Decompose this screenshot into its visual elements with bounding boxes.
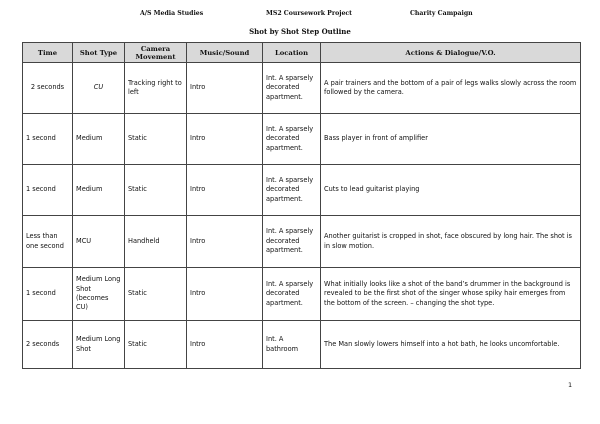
- page-number: 1: [568, 381, 573, 389]
- cell-time: 1 second: [23, 114, 73, 165]
- table-row: [23, 268, 581, 321]
- cell-shot-type: Medium: [73, 165, 125, 216]
- cell-actions: The Man slowly lowers himself into a hot bath, he looks uncomfortable.: [321, 321, 581, 369]
- column-header-location: Location: [263, 43, 321, 63]
- cell-location: Int. A sparsely decorated apartment.: [263, 165, 321, 216]
- document-title: Shot by Shot Step Outline: [249, 27, 351, 36]
- cell-actions: Another guitarist is cropped in shot, face obscured by long hair. The shot is in slow motion.: [321, 216, 581, 268]
- header-campaign: Charity Campaign: [410, 10, 473, 17]
- column-header-actions: Actions & Dialogue/V.O.: [321, 43, 581, 63]
- table-row: [23, 321, 581, 369]
- table-row: [23, 216, 581, 268]
- cell-camera-movement: Static: [125, 268, 187, 321]
- table-header-row: [23, 43, 581, 63]
- shot-outline-table: [22, 42, 581, 369]
- cell-camera-movement: Static: [125, 114, 187, 165]
- table-row: [23, 114, 581, 165]
- cell-music-sound: Intro: [187, 63, 263, 114]
- cell-location: Int. A sparsely decorated apartment.: [263, 63, 321, 114]
- cell-music-sound: Intro: [187, 268, 263, 321]
- cell-shot-type: Medium Long Shot: [73, 321, 125, 369]
- cell-music-sound: Intro: [187, 216, 263, 268]
- column-header-camera-movement: Camera Movement: [125, 43, 187, 63]
- cell-shot-type: Medium: [73, 114, 125, 165]
- cell-camera-movement: Tracking right to left: [125, 63, 187, 114]
- cell-camera-movement: Static: [125, 165, 187, 216]
- table-row: [23, 63, 581, 114]
- cell-location: Int. A bathroom: [263, 321, 321, 369]
- header-project: MS2 Coursework Project: [266, 10, 353, 17]
- cell-music-sound: Intro: [187, 114, 263, 165]
- cell-time: 1 second: [23, 165, 73, 216]
- cell-actions: Cuts to lead guitarist playing: [321, 165, 581, 216]
- cell-time: 2 seconds: [23, 321, 73, 369]
- cell-location: Int. A sparsely decorated apartment.: [263, 216, 321, 268]
- cell-music-sound: Intro: [187, 165, 263, 216]
- cell-location: Int. A sparsely decorated apartment.: [263, 268, 321, 321]
- cell-shot-type: CU: [73, 63, 125, 114]
- column-header-music-sound: Music/Sound: [187, 43, 263, 63]
- cell-actions: Bass player in front of amplifier: [321, 114, 581, 165]
- cell-shot-type: Medium Long Shot (becomes CU): [73, 268, 125, 321]
- column-header-shot-type: Shot Type: [73, 43, 125, 63]
- cell-actions: What initially looks like a shot of the band’s drummer in the background is revealed to be the first shot of the singer whose spiky hair emerges from the bottom of the screen. – changing the shot type.: [321, 268, 581, 321]
- cell-camera-movement: Handheld: [125, 216, 187, 268]
- cell-location: Int. A sparsely decorated apartment.: [263, 114, 321, 165]
- column-header-time: Time: [23, 43, 73, 63]
- table-row: [23, 165, 581, 216]
- cell-camera-movement: Static: [125, 321, 187, 369]
- cell-time: 2 seconds: [23, 63, 73, 114]
- cell-shot-type: MCU: [73, 216, 125, 268]
- header-course: A/S Media Studies: [140, 10, 204, 17]
- cell-time: 1 second: [23, 268, 73, 321]
- cell-music-sound: Intro: [187, 321, 263, 369]
- cell-actions: A pair trainers and the bottom of a pair of legs walks slowly across the room followed by the camera.: [321, 63, 581, 114]
- cell-time: Less than one second: [23, 216, 73, 268]
